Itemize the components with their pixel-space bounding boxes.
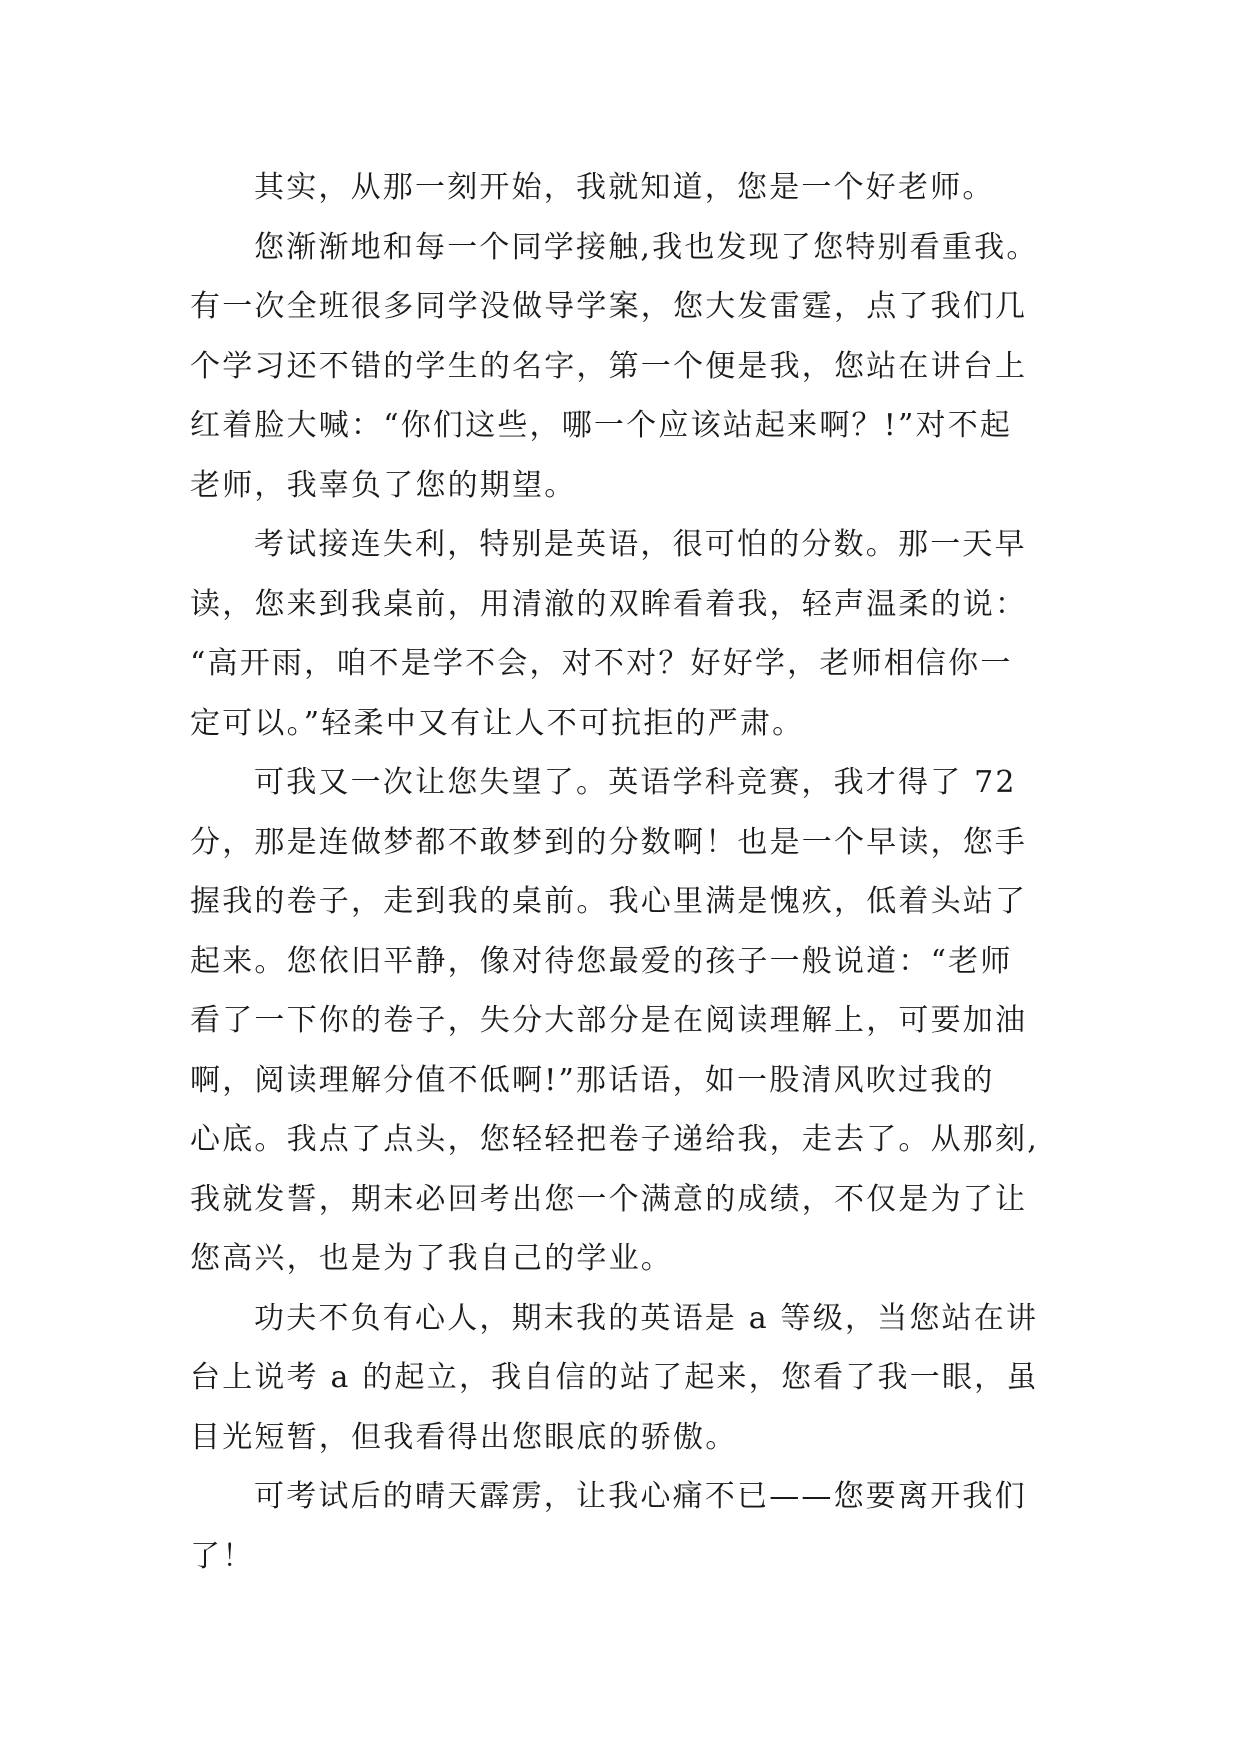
text-line: 握我的卷子，走到我的桌前。我心里满是愧疚，低着头站了: [190, 884, 1028, 919]
text-line: 可我又一次让您失望了。英语学科竞赛，我才得了 72: [254, 765, 1017, 800]
text-line: 了！: [190, 1538, 255, 1574]
text-line: 可考试后的晴天霹雳，让我心痛不已——您要离开我们: [254, 1479, 1027, 1514]
text-line: 啊，阅读理解分值不低啊!”那话语，如一股清风吹过我的: [190, 1062, 995, 1098]
text-line: 分，那是连做梦都不敢梦到的分数啊！也是一个早读，您手: [190, 824, 1028, 860]
text-line: 其实，从那一刻开始，我就知道，您是一个好老师。: [254, 170, 995, 205]
text-line: 红着脸大喊：“你们这些，哪一个应该站起来啊？!”对不起: [190, 408, 1013, 443]
text-line: 起来。您依旧平静，像对待您最爱的孩子一般说道：“老师: [190, 943, 1013, 979]
text-line: 个学习还不错的学生的名字，第一个便是我，您站在讲台上: [190, 348, 1028, 384]
text-line: 看了一下你的卷子，失分大部分是在阅读理解上，可要加油: [190, 1003, 1028, 1038]
text-line: 老师，我辜负了您的期望。: [190, 467, 577, 503]
text-line: 目光短暂，但我看得出您眼底的骄傲。: [190, 1419, 738, 1455]
text-line: 您高兴，也是为了我自己的学业。: [190, 1241, 673, 1276]
text-line: 考试接连失利，特别是英语，很可怕的分数。那一天早: [254, 527, 1027, 562]
text-line: 读，您来到我桌前，用清澈的双眸看着我，轻声温柔的说：: [190, 586, 1028, 622]
body-text: [190, 158, 1190, 1586]
text-line: “高开雨，咱不是学不会，对不对？好好学，老师相信你一: [190, 646, 1013, 681]
text-line: 有一次全班很多同学没做导学案，您大发雷霆，点了我们几: [190, 289, 1028, 324]
text-line: 我就发誓，期末必回考出您一个满意的成绩，不仅是为了让: [190, 1181, 1028, 1217]
text-line: 心底。我点了点头，您轻轻把卷子递给我，走去了。从那刻,: [190, 1122, 1039, 1157]
text-line: 功夫不负有心人，期末我的英语是 a 等级，当您站在讲: [254, 1300, 1039, 1336]
text-line: 您渐渐地和每一个同学接触,我也发现了您特别看重我。: [254, 229, 1039, 265]
text-line: 定可以。”轻柔中又有让人不可抗拒的严肃。: [190, 705, 805, 741]
text-line: 台上说考 a 的起立，我自信的站了起来，您看了我一眼，虽: [190, 1360, 1039, 1395]
